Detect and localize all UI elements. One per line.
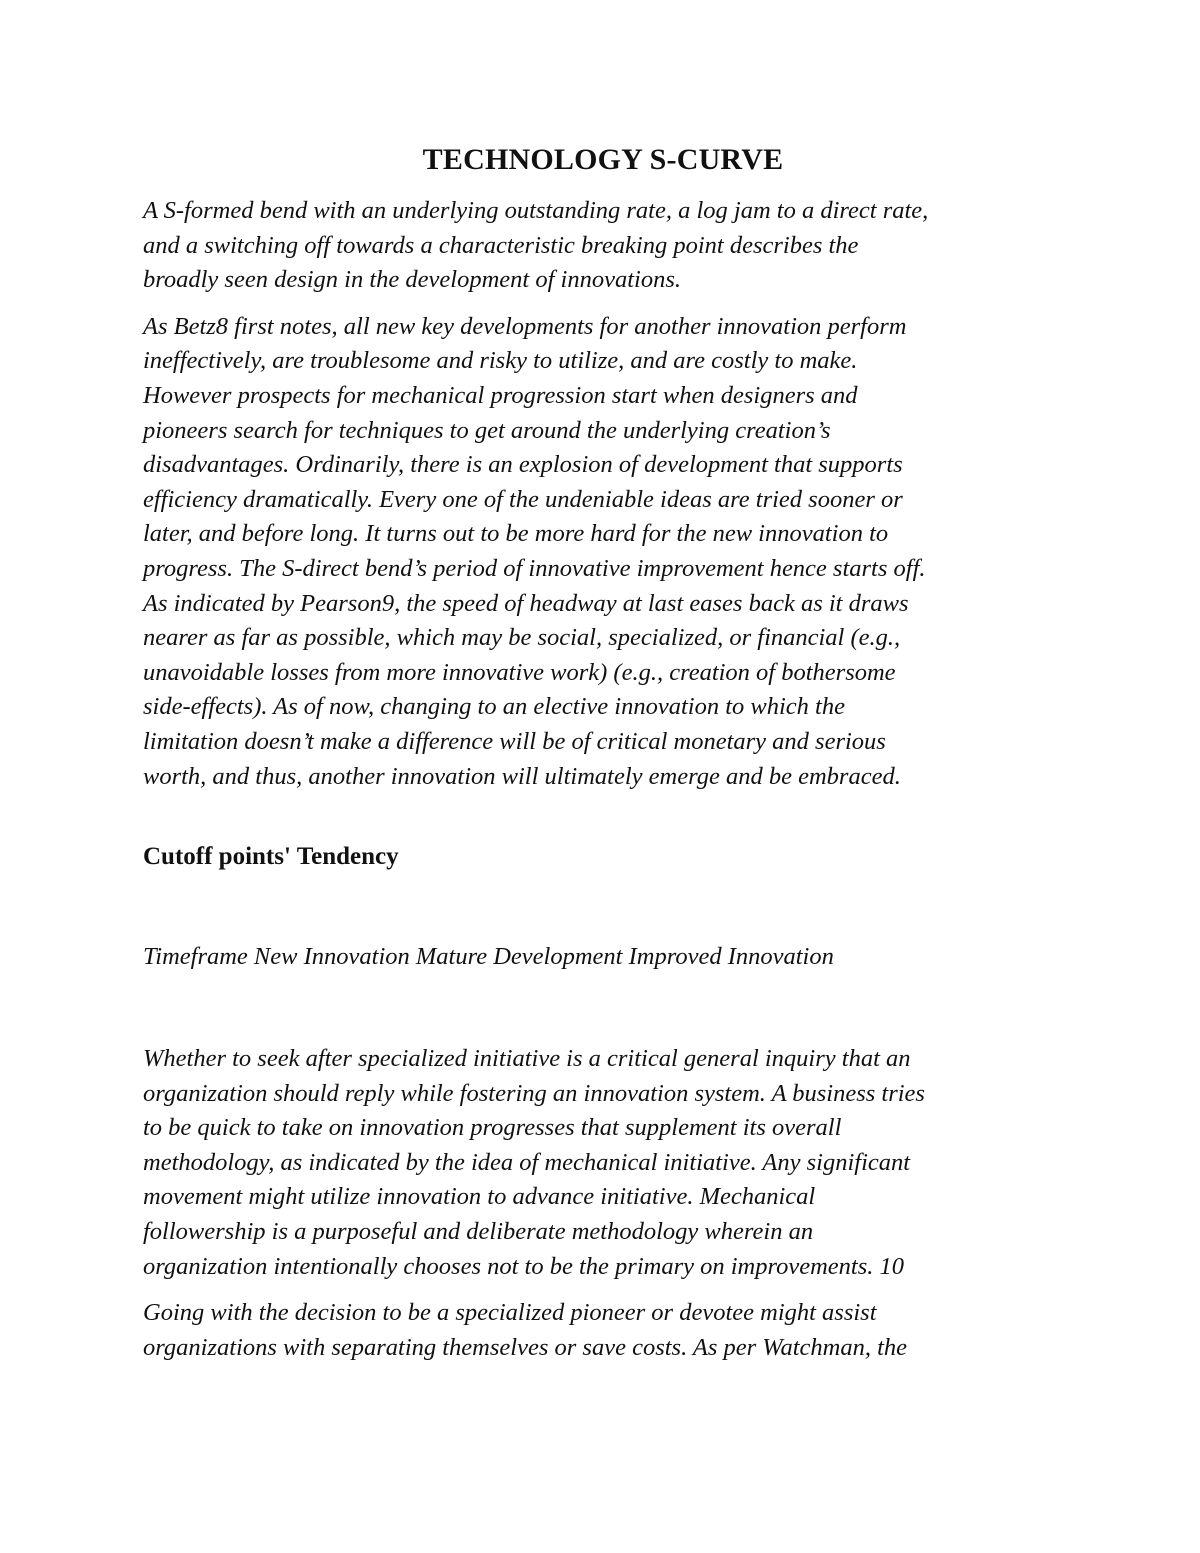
text-line: ineffectively, are troublesome and risky to utilize, and are costly to make. [143, 347, 858, 375]
text-line: nearer as far as possible, which may be social, specialized, or financial (e.g., [143, 624, 901, 652]
text-line: progress. The S-direct bend’s period of innovative improvement hence starts off. [143, 554, 926, 582]
text-line: followership is a purposeful and deliberate methodology wherein an [143, 1218, 814, 1246]
document-title: TECHNOLOGY S-CURVE [422, 143, 784, 176]
text-line: As indicated by Pearson9, the speed of headway at last eases back as it draws [143, 589, 909, 617]
document-page [143, 140, 1063, 1377]
text-line: organizations with separating themselves or save costs. As per Watchman, the [143, 1333, 907, 1361]
text-line: movement might utilize innovation to advance initiative. Mechanical [143, 1183, 816, 1211]
text-line: However prospects for mechanical progression start when designers and [143, 381, 858, 409]
text-line: side-effects). As of now, changing to an elective innovation to which the [143, 693, 845, 721]
text-line: broadly seen design in the development of innovations. [143, 266, 681, 294]
text-line: worth, and thus, another innovation will ultimately emerge and be embraced. [143, 762, 901, 790]
text-line: organization should reply while fostering an innovation system. A business tries [143, 1079, 925, 1107]
paragraph-leadership [143, 1042, 1063, 1284]
figure-caption: Timeframe New Innovation Mature Development Improved Innovation [143, 943, 834, 971]
paragraph-pioneer [143, 1296, 1063, 1365]
text-line: As Betz8 first notes, all new key developments for another innovation perform [143, 312, 907, 340]
text-line: unavoidable losses from more innovative work) (e.g., creation of bothersome [143, 658, 896, 686]
text-line: Whether to seek after specialized initiative is a critical general inquiry that an [143, 1045, 911, 1073]
paragraph-betz [143, 310, 1063, 794]
text-line: disadvantages. Ordinarily, there is an explosion of development that supports [143, 451, 903, 479]
text-line: to be quick to take on innovation progresses that supplement its overall [143, 1114, 842, 1142]
paragraph-intro [143, 194, 1063, 298]
text-line: organization intentionally chooses not to be the primary on improvements. 10 [143, 1252, 905, 1280]
text-line: later, and before long. It turns out to be more hard for the new innovation to [143, 520, 889, 548]
text-line: Going with the decision to be a specialized pioneer or devotee might assist [143, 1299, 877, 1327]
text-line: A S-formed bend with an underlying outstanding rate, a log jam to a direct rate, [143, 197, 929, 224]
text-line: efficiency dramatically. Every one of the undeniable ideas are tried sooner or [143, 485, 903, 513]
text-line: limitation doesn’t make a difference will be of critical monetary and serious [143, 727, 886, 755]
text-line: and a switching off towards a characteristic breaking point describes the [143, 231, 859, 259]
section-heading: Cutoff points' Tendency [143, 843, 399, 871]
text-line: pioneers search for techniques to get around the underlying creation’s [143, 416, 831, 444]
text-line: methodology, as indicated by the idea of mechanical initiative. Any significant [143, 1148, 911, 1176]
